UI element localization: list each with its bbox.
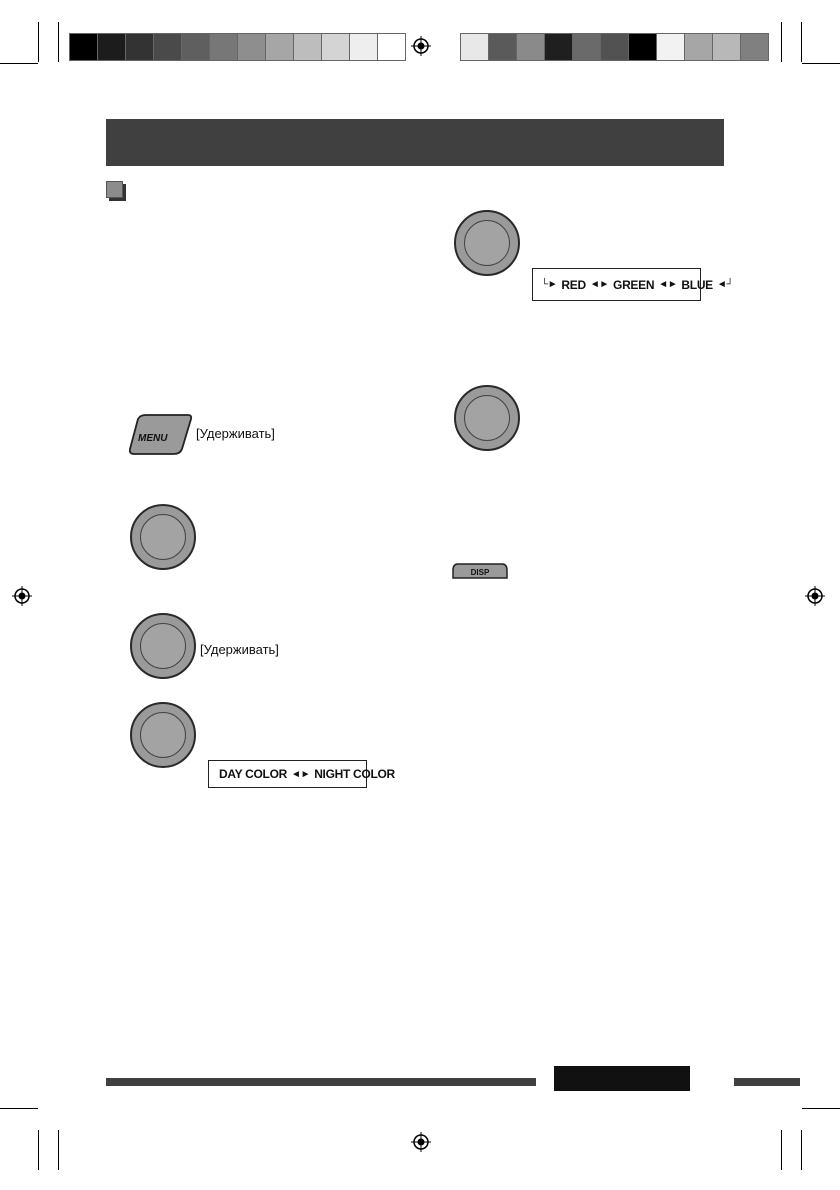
bidirectional-arrow-icon: ◄►: [658, 279, 678, 290]
night-color-option: NIGHT COLOR: [314, 767, 395, 781]
color-swatch: [125, 33, 154, 61]
control-dial[interactable]: [454, 385, 520, 451]
registration-mark-icon: [805, 586, 825, 606]
blue-option: BLUE: [681, 277, 713, 292]
color-swatch: [153, 33, 182, 61]
color-swatch: [460, 33, 489, 61]
crop-mark: [781, 22, 782, 62]
control-dial[interactable]: [130, 702, 196, 768]
color-swatch: [740, 33, 769, 61]
crop-mark: [801, 1130, 802, 1170]
color-swatch: [488, 33, 517, 61]
color-swatch: [628, 33, 657, 61]
section-header-bar: [106, 119, 724, 166]
loop-arrow-icon: ◄┘: [716, 279, 734, 290]
color-swatch: [516, 33, 545, 61]
color-swatch: [349, 33, 378, 61]
control-dial[interactable]: [454, 210, 520, 276]
section-bullet-icon: [106, 181, 123, 198]
red-option: RED: [561, 277, 586, 292]
color-swatch: [377, 33, 406, 61]
day-color-option: DAY COLOR: [219, 767, 287, 781]
registration-mark-icon: [12, 586, 32, 606]
crop-mark: [781, 1130, 782, 1170]
page-number-box: [554, 1066, 690, 1091]
hold-label: [Удерживать]: [196, 426, 275, 441]
crop-mark: [802, 63, 840, 64]
color-swatch: [237, 33, 266, 61]
color-swatch: [97, 33, 126, 61]
bidirectional-arrow-icon: ◄►: [589, 279, 610, 290]
control-dial[interactable]: [130, 613, 196, 679]
crop-mark: [38, 22, 39, 62]
registration-mark-icon: [411, 1132, 431, 1152]
crop-mark: [0, 1108, 38, 1109]
color-swatch: [572, 33, 601, 61]
color-swatch: [712, 33, 741, 61]
color-swatch: [321, 33, 350, 61]
menu-button-label: MENU: [138, 433, 168, 444]
crop-mark: [58, 22, 59, 62]
crop-mark: [38, 1130, 39, 1170]
crop-mark: [58, 1130, 59, 1170]
bidirectional-arrow-icon: ◄►: [290, 768, 311, 780]
color-swatch: [181, 33, 210, 61]
color-swatch: [209, 33, 238, 61]
color-swatch: [293, 33, 322, 61]
registration-mark-icon: [411, 36, 431, 56]
control-dial[interactable]: [130, 504, 196, 570]
color-swatch: [600, 33, 629, 61]
disp-button[interactable]: [452, 562, 508, 580]
footer-rule-right: [734, 1078, 800, 1086]
crop-mark: [802, 1108, 840, 1109]
crop-mark: [801, 22, 802, 62]
green-option: GREEN: [613, 277, 655, 292]
color-swatch: [656, 33, 685, 61]
color-swatch: [544, 33, 573, 61]
hold-label: [Удерживать]: [200, 642, 279, 657]
day-night-sequence-box: [208, 760, 395, 788]
menu-button[interactable]: [128, 407, 194, 457]
color-swatch: [684, 33, 713, 61]
loop-arrow-icon: └►: [541, 279, 558, 290]
crop-mark: [0, 63, 38, 64]
color-swatch: [265, 33, 294, 61]
disp-button-label: DISP: [470, 568, 490, 577]
footer-rule: [106, 1078, 536, 1086]
rgb-sequence-box: [532, 268, 734, 301]
color-swatch: [69, 33, 98, 61]
